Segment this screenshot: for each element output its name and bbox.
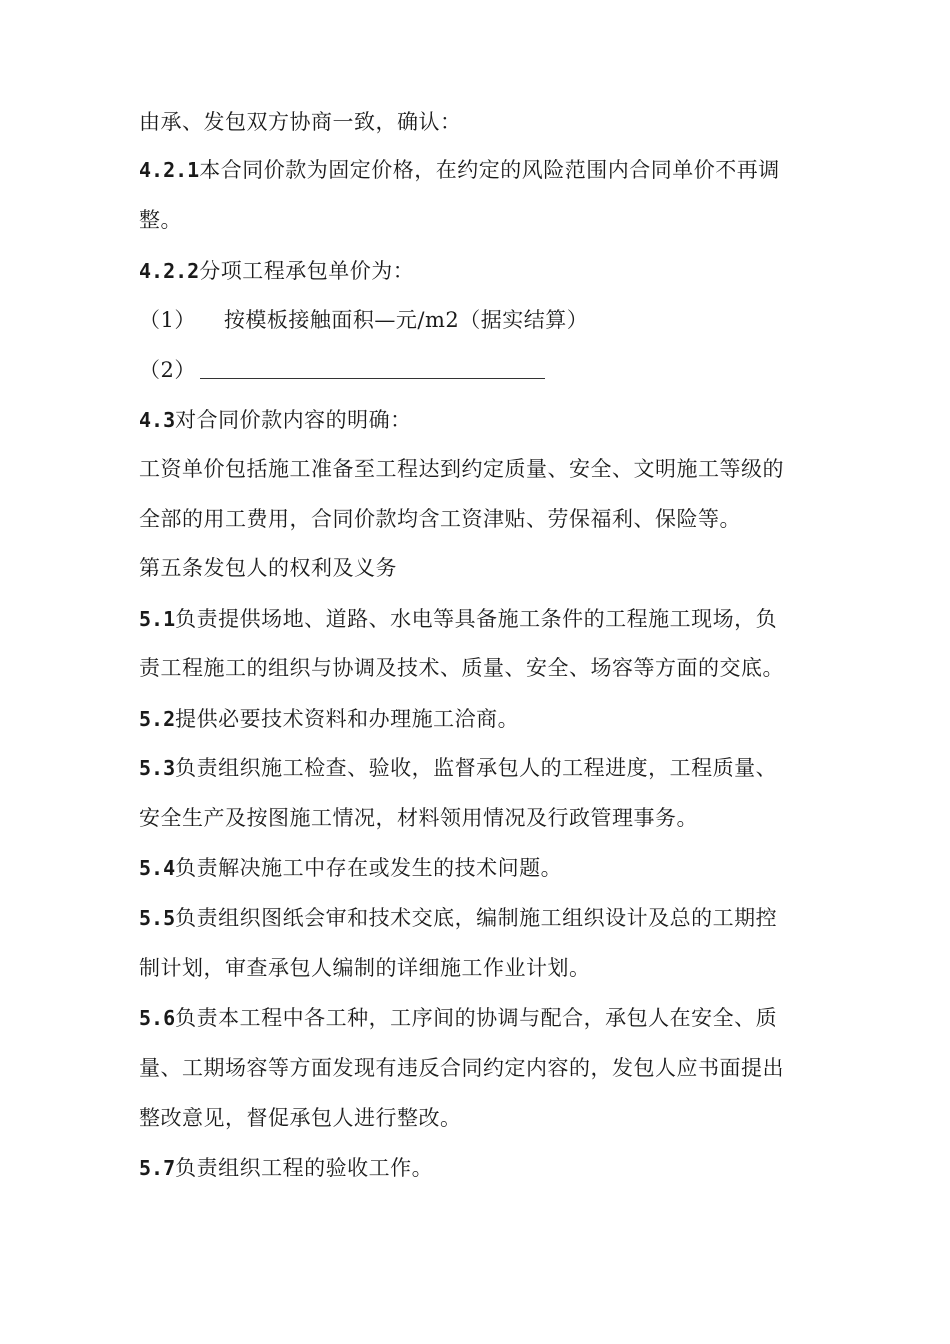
clause-5-3-cont — [139, 805, 698, 831]
clause-text: 负责组织图纸会审和技术交底，编制施工组织设计及总的工期控 — [175, 906, 778, 930]
article-heading: 第五条发包人的权利及义务 — [139, 556, 397, 580]
clause-5-5-cont — [139, 955, 591, 981]
clause-5-4 — [139, 855, 562, 881]
clause-number: 4.2.2 — [139, 259, 200, 283]
paragraph-text: 工资单价包括施工准备至工程达到约定质量、安全、文明施工等级的 — [139, 457, 784, 481]
clause-text: 对合同价款内容的明确： — [175, 408, 412, 432]
clause-5-1-cont — [139, 655, 784, 681]
article-5-title — [139, 555, 397, 581]
clause-text: 整改意见，督促承包人进行整改。 — [139, 1106, 462, 1130]
clause-5-6-cont-2 — [139, 1105, 462, 1131]
clause-text: 分项工程承包单价为： — [199, 259, 415, 283]
clause-number: 5.7 — [139, 1156, 176, 1180]
intro-paragraph — [139, 109, 462, 135]
paragraph-text: 全部的用工费用，合同价款均含工资津贴、劳保福利、保险等。 — [139, 507, 741, 531]
clause-text: 责工程施工的组织与协调及技术、质量、安全、场容等方面的交底。 — [139, 656, 784, 680]
list-item-label: （2） — [139, 358, 196, 382]
clause-text: 整。 — [139, 208, 182, 232]
clause-number: 5.4 — [139, 856, 176, 880]
clause-5-6-cont — [139, 1055, 784, 1081]
clause-5-5 — [139, 905, 777, 931]
clause-5-7 — [139, 1155, 433, 1181]
clause-number: 5.5 — [139, 906, 176, 930]
clause-number: 4.3 — [139, 408, 176, 432]
wage-paragraph-cont — [139, 506, 741, 532]
clause-5-1 — [139, 606, 777, 632]
wage-paragraph — [139, 456, 784, 482]
clause-text: 安全生产及按图施工情况，材料领用情况及行政管理事务。 — [139, 806, 698, 830]
clause-text: 负责提供场地、道路、水电等具备施工条件的工程施工现场，负 — [175, 607, 778, 631]
clause-number: 5.6 — [139, 1006, 176, 1030]
fill-in-blank[interactable] — [200, 358, 545, 379]
clause-text: 制计划，审查承包人编制的详细施工作业计划。 — [139, 956, 591, 980]
clause-text: 负责组织施工检查、验收，监督承包人的工程进度，工程质量、 — [175, 756, 778, 780]
clause-5-2 — [139, 706, 519, 732]
clause-text: 本合同价款为固定价格，在约定的风险范围内合同单价不再调 — [199, 158, 780, 182]
clause-text: 提供必要技术资料和办理施工洽商。 — [175, 707, 520, 731]
clause-number: 5.3 — [139, 756, 176, 780]
clause-4-2-1-cont — [139, 207, 182, 233]
clause-5-3 — [139, 755, 777, 781]
clause-text: 量、工期场容等方面发现有违反合同约定内容的，发包人应书面提出 — [139, 1056, 784, 1080]
list-item-1 — [139, 307, 588, 333]
list-item-text: 按模板接触面积—元/m2（据实结算） — [223, 308, 589, 332]
clause-number: 5.1 — [139, 607, 176, 631]
intro-text: 由承、发包双方协商一致，确认： — [139, 110, 462, 134]
clause-number: 5.2 — [139, 707, 176, 731]
list-item-2 — [139, 357, 545, 383]
clause-4-3 — [139, 407, 412, 433]
clause-text: 负责本工程中各工种，工序间的协调与配合，承包人在安全、质 — [175, 1006, 778, 1030]
clause-4-2-2 — [139, 258, 414, 284]
clause-text: 负责解决施工中存在或发生的技术问题。 — [175, 856, 563, 880]
clause-5-6 — [139, 1005, 777, 1031]
list-item-label: （1） — [139, 308, 196, 332]
clause-number: 4.2.1 — [139, 158, 200, 182]
clause-text: 负责组织工程的验收工作。 — [175, 1156, 434, 1180]
clause-4-2-1 — [139, 157, 780, 183]
